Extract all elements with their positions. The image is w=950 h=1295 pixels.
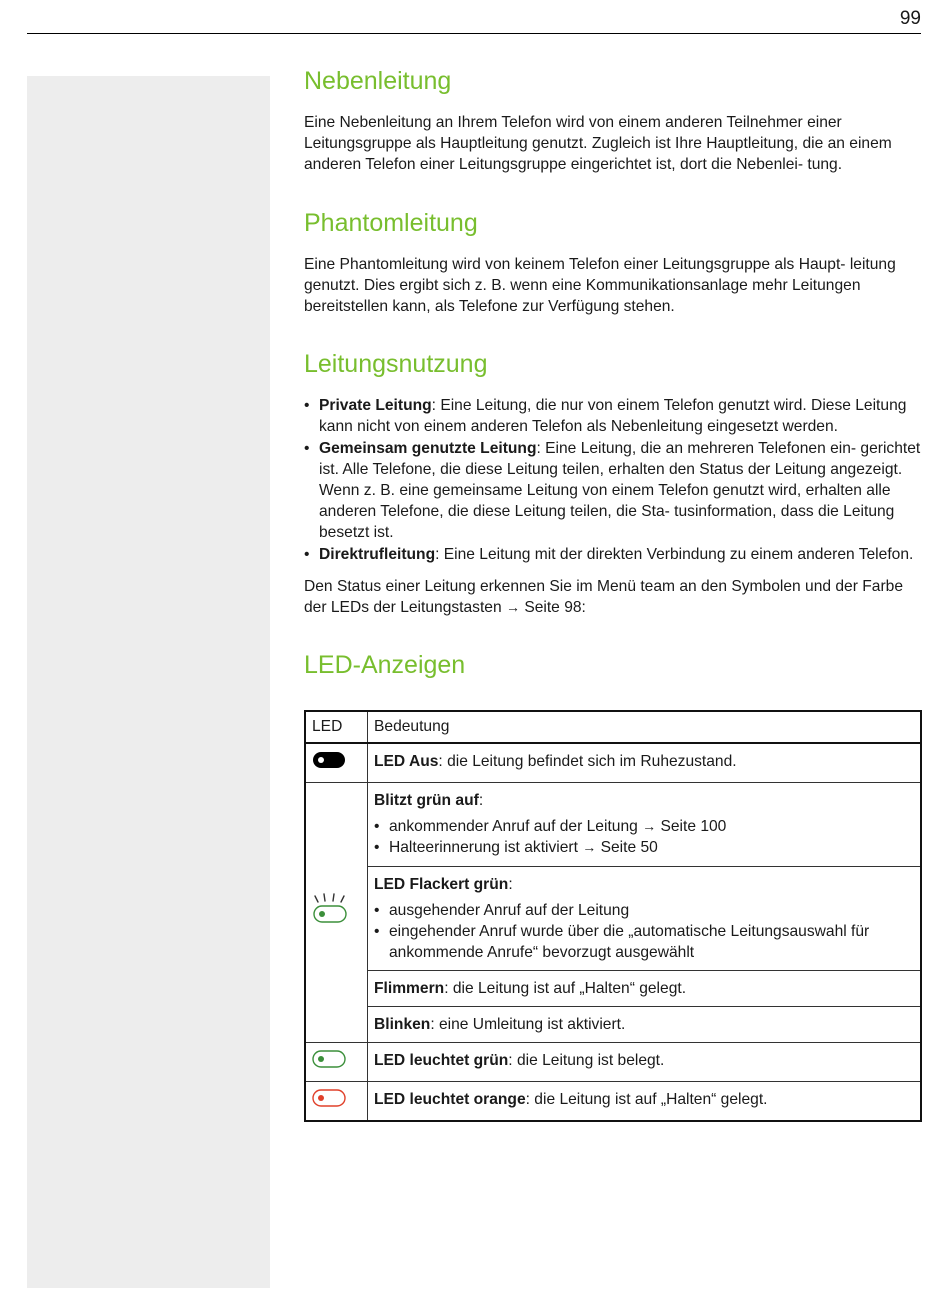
desc-private-line: : Eine Leitung, die nur von einem Telefon genutzt wird. Diese Leitung kann nicht von einem anderen Telefon als Nebenleitung eingesetzt werden. bbox=[319, 397, 907, 436]
led-icon-cell bbox=[305, 743, 368, 783]
term-suffix: : bbox=[478, 792, 484, 810]
table-row bbox=[305, 1043, 921, 1082]
table-row bbox=[305, 783, 921, 866]
column-header-led: LED bbox=[305, 711, 368, 743]
led-icon-cell bbox=[305, 1082, 368, 1122]
header-rule bbox=[27, 33, 921, 34]
title-flicker bbox=[374, 874, 914, 895]
meaning-cell bbox=[368, 866, 922, 971]
desc-led-orange: : die Leitung ist auf „Halten“ gelegt. bbox=[525, 1091, 768, 1109]
page-reference-link[interactable]: Seite 100 bbox=[656, 818, 727, 836]
list-item: • ausgehender Anruf auf der Leitung bbox=[374, 900, 914, 921]
line-usage-list bbox=[304, 395, 922, 565]
desc-shimmer: : die Leitung ist auf „Halten“ gelegt. bbox=[444, 980, 687, 998]
flicker-list bbox=[374, 900, 914, 964]
paragraph-phantomleitung: Eine Phantomleitung wird von keinem Telefon einer Leitungsgruppe als Haupt- leitung genutzt. Dies ergibt sich z. B. wenn eine Kommunikationsanlage mehr Leitungen bereitstellen kann, als Telefone zur Verfügung stehen. bbox=[304, 255, 896, 316]
section-phantomleitung bbox=[304, 206, 922, 318]
term-led-orange: LED leuchtet orange bbox=[374, 1091, 526, 1109]
item-text: Halteerinnerung ist aktiviert bbox=[389, 839, 583, 857]
led-flashing-green-icon bbox=[312, 893, 348, 927]
term-led-off: LED Aus bbox=[374, 753, 439, 771]
list-item bbox=[374, 816, 914, 837]
left-margin-panel bbox=[27, 76, 270, 1288]
paragraph-nebenleitung: Eine Nebenleitung an Ihrem Telefon wird von einem anderen Teilnehmer einer Leitungsgruppe als Hauptleitung genutzt. Zugleich ist Ihre Hauptleitung, die an einem anderen Telefon einer Leitungsgruppe eingerichtet ist, dort die Nebenlei- tung. bbox=[304, 114, 892, 174]
page-reference-link[interactable]: Seite 98: bbox=[519, 599, 586, 617]
table-row bbox=[305, 743, 921, 783]
meaning-cell bbox=[368, 971, 922, 1007]
term-direct-line: Direktrufleitung bbox=[319, 545, 436, 563]
heading-phantomleitung: Phantomleitung bbox=[304, 208, 478, 237]
list-item bbox=[374, 837, 914, 858]
led-off-icon bbox=[312, 751, 346, 769]
table-row bbox=[305, 1082, 921, 1122]
table-row bbox=[305, 866, 921, 971]
led-table bbox=[304, 710, 922, 1122]
meaning-cell bbox=[368, 1007, 922, 1043]
desc-direct-line: : Eine Leitung mit der direkten Verbindung zu einem anderen Telefon. bbox=[435, 545, 914, 563]
status-note-text: Den Status einer Leitung erkennen Sie im Menü team an den Symbolen und der Farbe der LEDs der Leitungstasten bbox=[304, 577, 903, 617]
arrow-icon: → bbox=[505, 599, 520, 616]
table-row bbox=[305, 1007, 921, 1043]
status-note bbox=[304, 576, 922, 618]
page-number: 99 bbox=[899, 8, 921, 29]
term-led-green: LED leuchtet grün bbox=[374, 1052, 509, 1070]
led-icon-cell bbox=[305, 783, 368, 1043]
title-blink-up bbox=[374, 790, 914, 811]
arrow-icon: → bbox=[582, 839, 597, 856]
blink-up-list bbox=[374, 816, 914, 858]
item-text: ankommender Anruf auf der Leitung bbox=[389, 818, 643, 836]
term-blink: Blinken bbox=[374, 1016, 431, 1034]
desc-led-off: : die Leitung befindet sich im Ruhezustand. bbox=[438, 753, 737, 771]
section-leitungsnutzung bbox=[304, 347, 922, 618]
led-orange-icon bbox=[312, 1089, 346, 1107]
column-header-meaning: Bedeutung bbox=[368, 711, 922, 743]
desc-blink: : eine Umleitung ist aktiviert. bbox=[430, 1016, 626, 1034]
section-nebenleitung bbox=[304, 64, 922, 176]
meaning-cell bbox=[368, 783, 922, 866]
heading-nebenleitung: Nebenleitung bbox=[304, 67, 452, 95]
arrow-icon: → bbox=[642, 818, 657, 835]
term-shimmer: Flimmern bbox=[374, 980, 445, 998]
list-item-private-line bbox=[304, 395, 922, 437]
term-private-line: Private Leitung bbox=[319, 397, 432, 415]
list-item-shared-line bbox=[304, 438, 922, 544]
list-item-direct-line bbox=[304, 544, 922, 565]
desc-led-green: : die Leitung ist belegt. bbox=[508, 1052, 665, 1070]
table-header-row bbox=[305, 711, 921, 743]
led-green-icon bbox=[312, 1050, 346, 1068]
term-blink-up: Blitzt grün auf bbox=[374, 792, 479, 810]
meaning-cell bbox=[368, 743, 922, 783]
term-flicker: LED Flackert grün bbox=[374, 875, 509, 893]
term-shared-line: Gemeinsam genutzte Leitung bbox=[319, 439, 537, 457]
led-icon-cell bbox=[305, 1043, 368, 1082]
section-led-anzeigen bbox=[304, 648, 922, 1122]
table-row bbox=[305, 971, 921, 1007]
meaning-cell bbox=[368, 1082, 922, 1122]
heading-led-anzeigen: LED-Anzeigen bbox=[304, 651, 466, 680]
term-suffix: : bbox=[508, 875, 513, 893]
desc-shared-line: : Eine Leitung, die an mehreren Telefonen ein- gerichtet ist. Alle Telefone, die diese Leitung teilen, erhalten den Status der Leitung angezeigt. Wenn z. B. eine gemeinsame Leitung von einem Telefon genutzt wird, erhalten alle anderen Telefone, die diese Leitung teilen, die Sta- tusinformation, dass die Leitung besetzt ist. bbox=[319, 439, 921, 542]
page-reference-link[interactable]: Seite 50 bbox=[596, 839, 658, 857]
meaning-cell bbox=[368, 1043, 922, 1082]
page-content bbox=[304, 64, 922, 1152]
heading-leitungsnutzung: Leitungsnutzung bbox=[304, 350, 488, 379]
list-item: • eingehender Anruf wurde über die „automatische Leitungsauswahl für ankommende Anrufe“ bevorzugt ausgewählt bbox=[374, 921, 914, 963]
